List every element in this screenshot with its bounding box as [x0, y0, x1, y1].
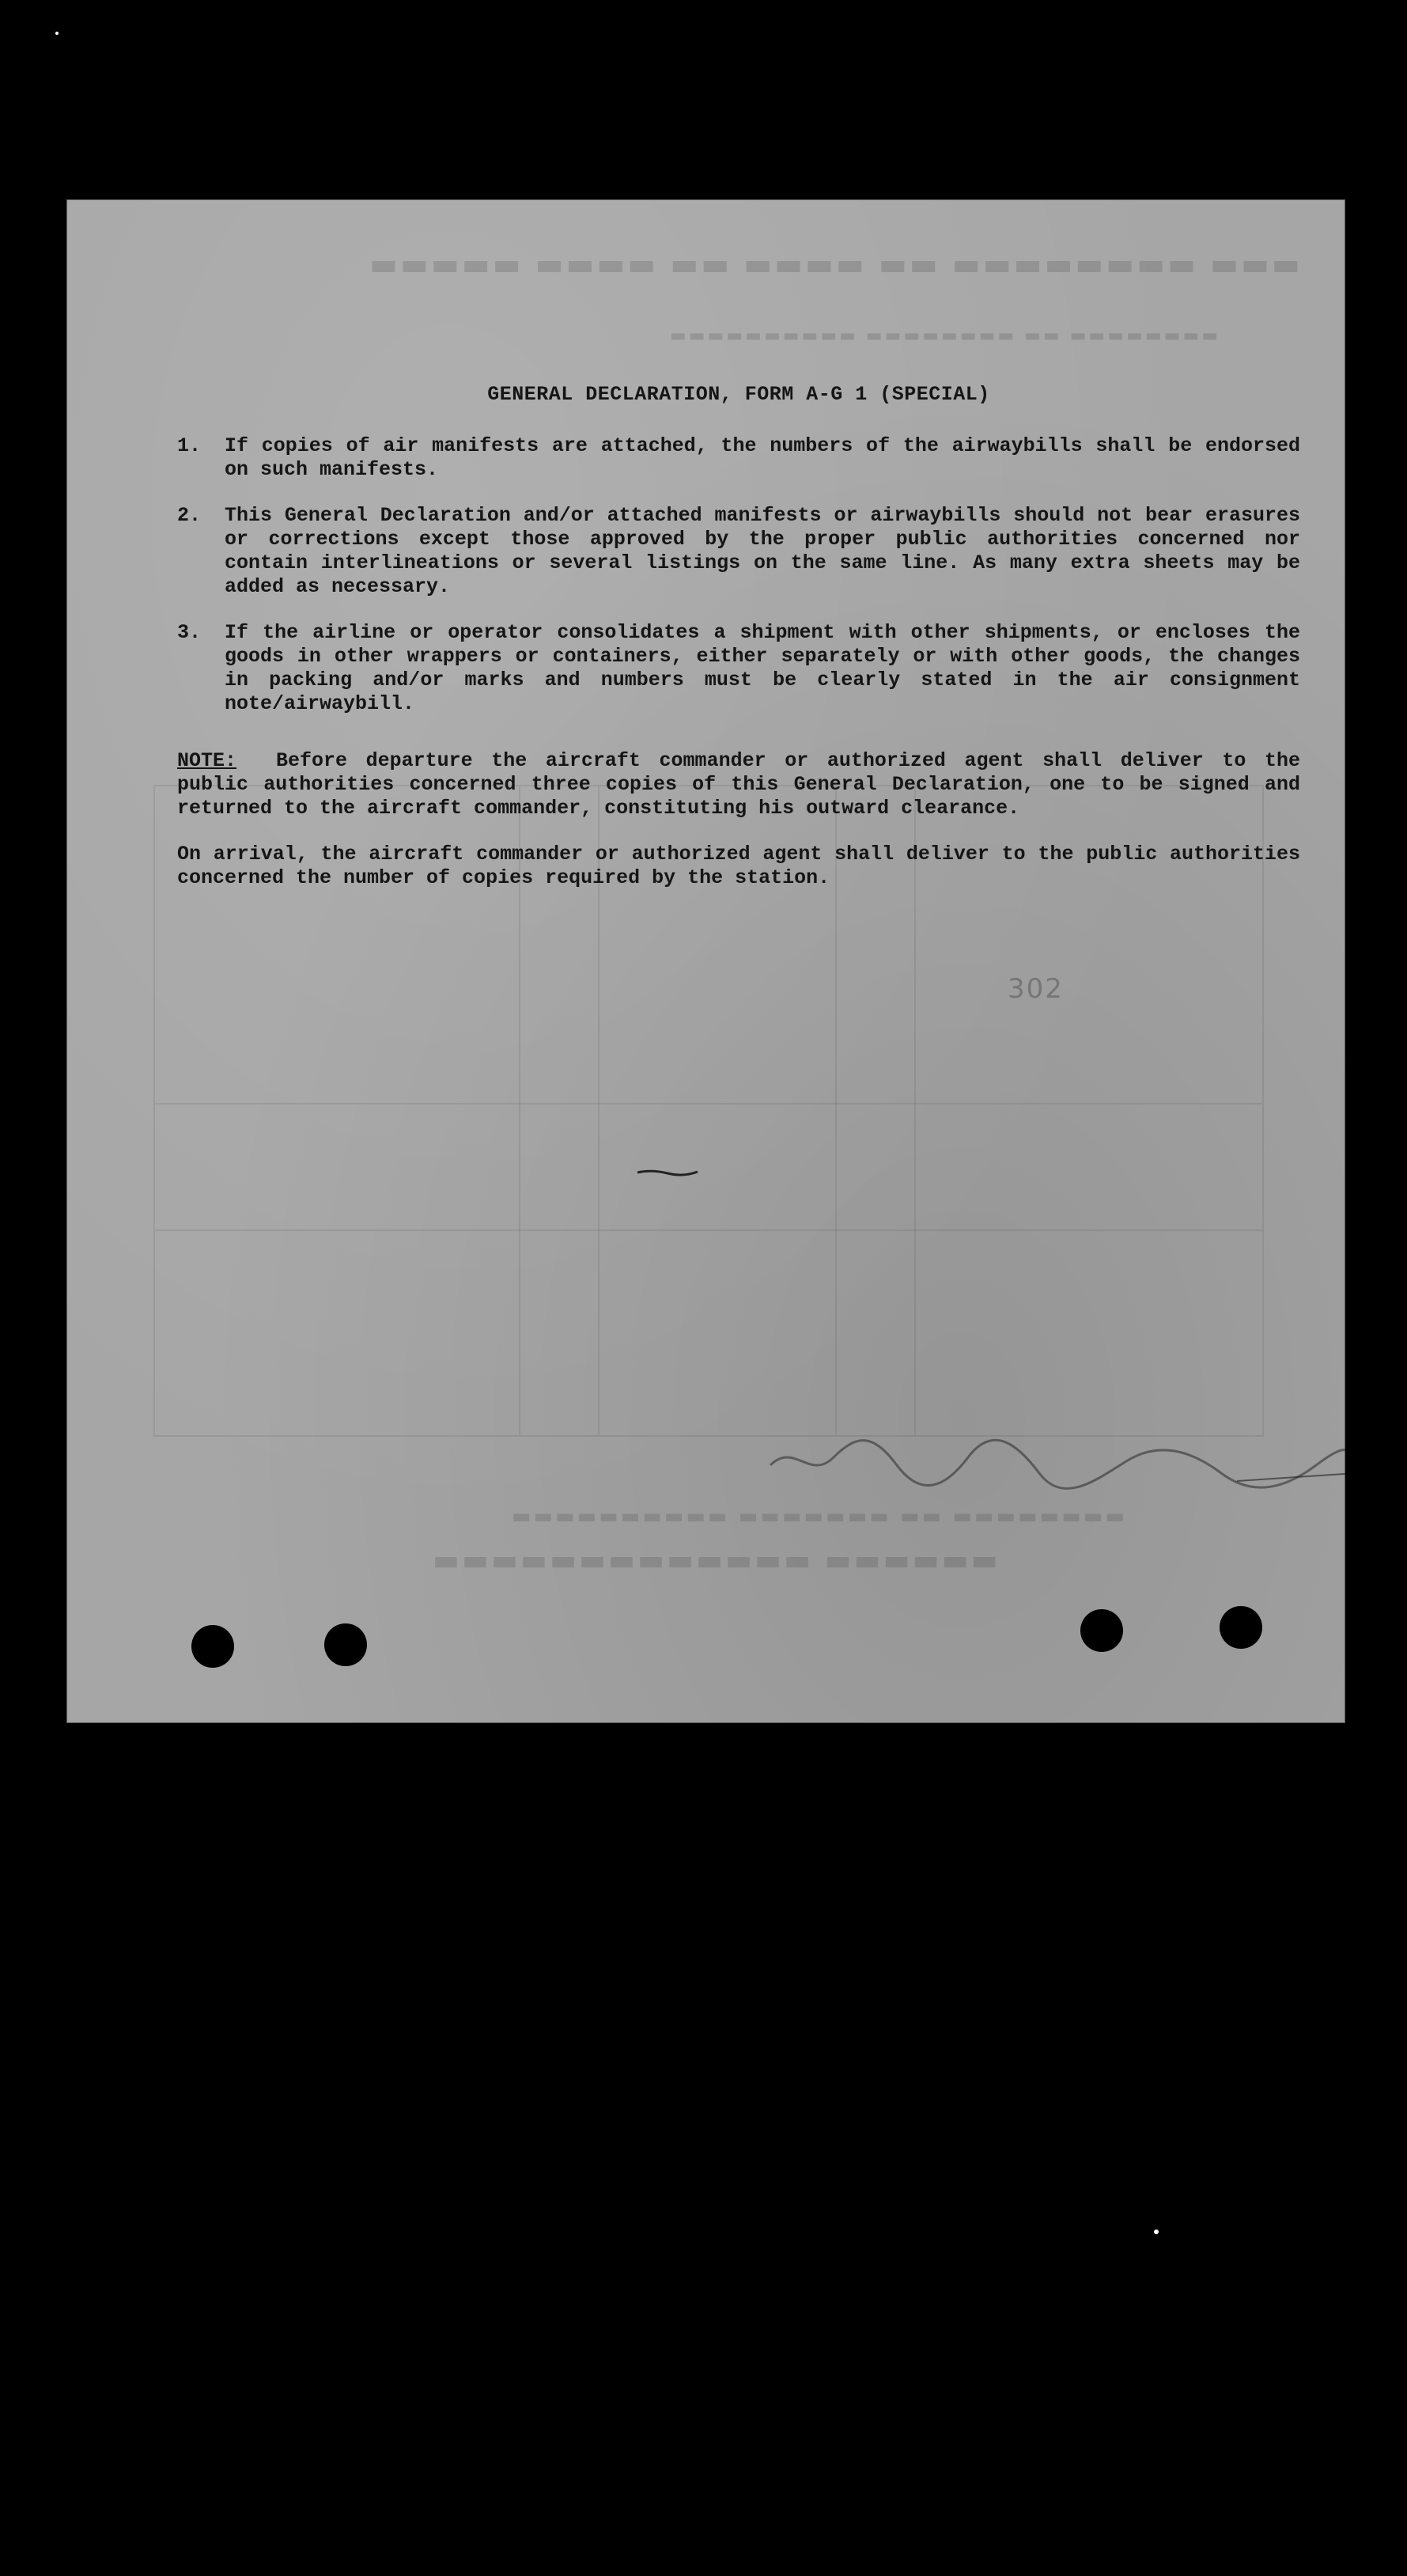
dust-speck [55, 32, 59, 35]
item-text: If copies of air manifests are attached, the numbers of the airwaybills shall be endorsed on such manifests. [225, 434, 1300, 481]
punch-hole [324, 1623, 367, 1666]
item-number: 3. [177, 621, 202, 644]
document-page [66, 199, 1345, 1723]
note-label: NOTE: [177, 749, 237, 772]
bleed-through-text: ▬▬▬▬▬▬▬▬ ▬▬ ▬▬▬▬▬▬▬ ▬▬▬▬▬▬▬▬▬▬ [509, 1505, 1125, 1529]
item-number: 2. [177, 504, 202, 527]
list-item [177, 621, 1300, 716]
punch-hole [191, 1625, 234, 1668]
list-item [177, 434, 1300, 482]
list-item [177, 504, 1300, 599]
bleed-through-text: ▬▬▬▬▬▬▬▬ ▬▬ ▬▬▬▬▬▬▬▬ ▬▬▬▬▬▬▬▬▬▬ [668, 326, 1218, 346]
arrival-paragraph: On arrival, the aircraft commander or authorized agent shall deliver to the public authorities concerned the number of copies required by the station. [177, 843, 1300, 889]
table-line [155, 1229, 1262, 1231]
bleed-through-text: ▬▬▬ ▬▬▬▬▬▬▬▬ ▬▬ ▬▬▬▬ ▬▬ ▬▬▬▬ ▬▬▬▬▬ [367, 247, 1300, 282]
table-line [155, 1103, 1262, 1104]
page-number: 302 [1008, 973, 1064, 1005]
handwritten-signature [762, 1418, 1345, 1505]
item-number: 1. [177, 434, 202, 457]
note-text: Before departure the aircraft commander or authorized agent shall deliver to the public authorities concerned three copies of this General Declaration, one to be signed and returned to the aircraft commander, constituting his outward clearance. [177, 749, 1300, 820]
document-title: GENERAL DECLARATION, FORM A-G 1 (SPECIAL) [487, 383, 990, 406]
declaration-content [177, 383, 1300, 890]
note-paragraph [177, 749, 1300, 820]
ink-smudge [636, 1165, 699, 1180]
item-text: If the airline or operator consolidates a shipment with other shipments, or encloses the goods in other wrappers or containers, either separately or with other goods, the changes in packing and/or marks and numbers must be clearly stated in the air consignment note/airwaybill. [225, 621, 1300, 715]
dust-speck [1154, 2229, 1159, 2234]
punch-hole [1080, 1609, 1123, 1652]
item-text: This General Declaration and/or attached manifests or airwaybills should not bear erasures or corrections except those approved by the proper public authorities concerned nor contain interlineations or several listings on the same line. As many extra sheets may be added as necessary. [225, 504, 1300, 598]
bleed-through-text: ▬▬▬▬▬▬ ▬▬▬▬▬▬▬▬▬▬▬▬▬ [430, 1544, 998, 1577]
punch-hole [1220, 1606, 1262, 1649]
